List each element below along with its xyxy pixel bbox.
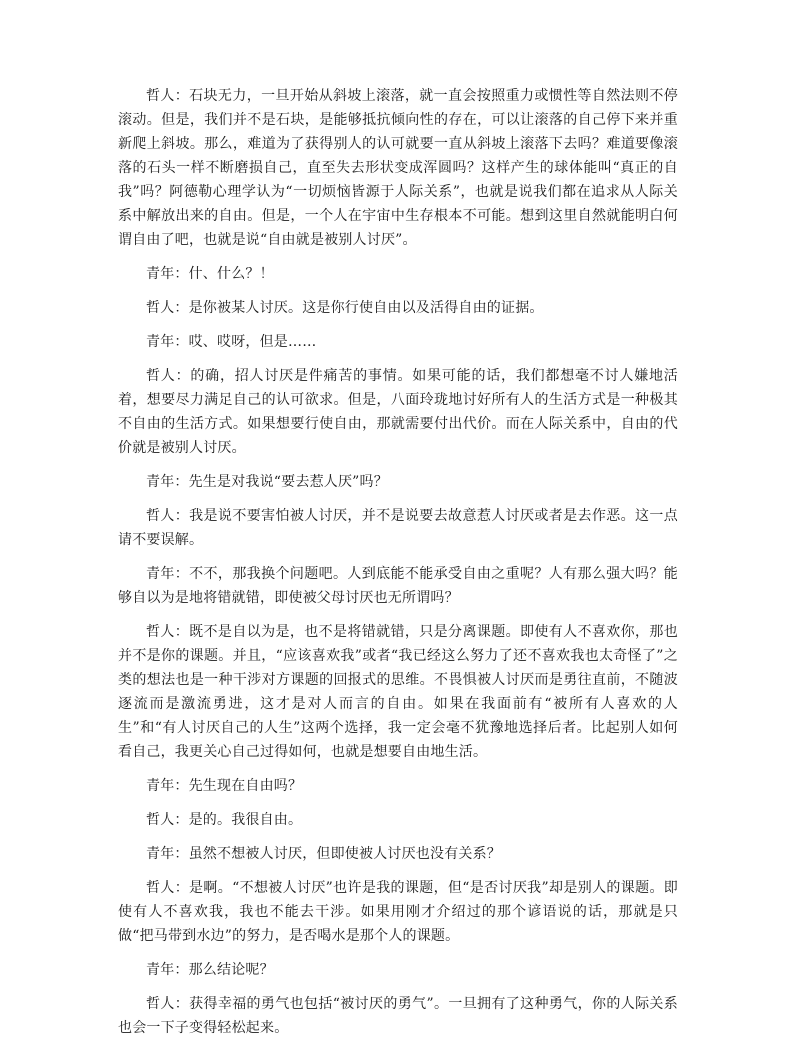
dialogue-text: ：既不是自以为是，也不是将错就错，只是分离课题。即使有人不喜欢你，那也并不是你的课题。并且，“应该喜欢我”或者“我已经这么努力了还不喜欢我也太奇怪了”之类的想法也是一种干涉对方课题的回报式的思维。不畏惧被人讨厌而是勇往直前，不随波逐流而是激流勇进，这才是对人而言的自由。如果在我面前有“被所有人喜欢的人生”和“有人讨厌自己的人生”这两个选择，我一定会毫不犹豫地选择后者。比起别人如何看自己，我更关心自己过得如何，也就是想要自由地生活。 <box>118 624 679 760</box>
speaker-label: 哲人 <box>146 812 175 828</box>
dialogue-text: ：是的。我很自由。 <box>174 812 303 828</box>
dialogue-text: ：获得幸福的勇气也包括“被讨厌的勇气”。一旦拥有了这种勇气，你的人际关系也会一下子变得轻松起来。 <box>118 996 678 1036</box>
dialogue-paragraph <box>118 262 678 286</box>
speaker-label: 哲人 <box>146 624 175 640</box>
speaker-label: 哲人 <box>146 368 176 384</box>
speaker-label: 哲人 <box>146 300 175 316</box>
speaker-label: 青年 <box>146 566 175 582</box>
dialogue-paragraph <box>118 842 678 866</box>
dialogue-text: ：什、什么？！ <box>174 266 274 282</box>
dialogue-text: ：的确，招人讨厌是件痛苦的事情。如果可能的话，我们都想毫不讨人嫌地活着，想要尽力满足自己的认可欲求。但是，八面玲珑地讨好所有人的生活方式是一种极其不自由的生活方式。如果想要行使自由，那就需要付出代价。而在人际关系中，自由的代价就是被别人讨厌。 <box>118 368 678 456</box>
dialogue-text: ：我是说不要害怕被人讨厌，并不是说要去故意惹人讨厌或者是去作恶。这一点请不要误解。 <box>118 508 679 548</box>
dialogue-paragraph <box>118 562 678 610</box>
speaker-label: 青年 <box>146 846 175 862</box>
dialogue-paragraph <box>118 992 678 1040</box>
dialogue-paragraph <box>118 958 678 982</box>
dialogue-text: ：不不，那我换个问题吧。人到底能不能承受自由之重呢？人有那么强大吗？能够自以为是地将错就错，即使被父母讨厌也无所谓吗？ <box>118 566 679 606</box>
dialogue-text: ：是啊。“不想被人讨厌”也许是我的课题，但“是否讨厌我”却是别人的课题。即使有人不喜欢我，我也不能去干涉。如果用刚才介绍过的那个谚语说的话，那就是只做“把马带到水边”的努力，是否喝水是那个人的课题。 <box>118 880 678 944</box>
dialogue-paragraph <box>118 84 678 252</box>
speaker-label: 哲人 <box>146 996 175 1012</box>
speaker-label: 哲人 <box>146 508 175 524</box>
speaker-label: 青年 <box>146 474 175 490</box>
dialogue-text: ：先生现在自由吗？ <box>174 778 303 794</box>
speaker-label: 哲人 <box>146 880 175 896</box>
dialogue-paragraph <box>118 296 678 320</box>
dialogue-text: ：哎、哎呀，但是…… <box>174 334 317 350</box>
speaker-label: 哲人 <box>146 88 175 104</box>
dialogue-paragraph <box>118 808 678 832</box>
dialogue-paragraph <box>118 620 678 764</box>
speaker-label: 青年 <box>146 778 175 794</box>
dialogue-paragraph <box>118 470 678 494</box>
dialogue-text: ：虽然不想被人讨厌，但即使被人讨厌也没有关系？ <box>174 846 502 862</box>
dialogue-paragraph <box>118 330 678 354</box>
dialogue-text: ：是你被某人讨厌。这是你行使自由以及活得自由的证据。 <box>174 300 544 316</box>
speaker-label: 青年 <box>146 266 175 282</box>
speaker-label: 青年 <box>146 962 175 978</box>
dialogue-text: ：那么结论呢？ <box>174 962 274 978</box>
dialogue-paragraph <box>118 876 678 948</box>
dialogue-paragraph <box>118 774 678 798</box>
dialogue-paragraph <box>118 364 678 460</box>
dialogue-paragraph <box>118 504 678 552</box>
dialogue-text: ：石块无力，一旦开始从斜坡上滚落，就一直会按照重力或惯性等自然法则不停滚动。但是，我们并不是石块，是能够抵抗倾向性的存在，可以让滚落的自己停下来并重新爬上斜坡。那么，难道为了获得别人的认可就要一直从斜坡上滚落下去吗？难道要像滚落的石头一样不断磨损自己，直至失去形状变成浑圆吗？这样产生的球体能叫“真正的自我”吗？阿德勒心理学认为“一切烦恼皆源于人际关系”，也就是说我们都在追求从人际关系中解放出来的自由。但是，一个人在宇宙中生存根本不可能。想到这里自然就能明白何谓自由了吧，也就是说“自由就是被别人讨厌”。 <box>118 88 679 248</box>
dialogue-text: ：先生是对我说“要去惹人厌”吗？ <box>174 474 388 490</box>
speaker-label: 青年 <box>146 334 175 350</box>
document-page <box>118 84 678 1050</box>
